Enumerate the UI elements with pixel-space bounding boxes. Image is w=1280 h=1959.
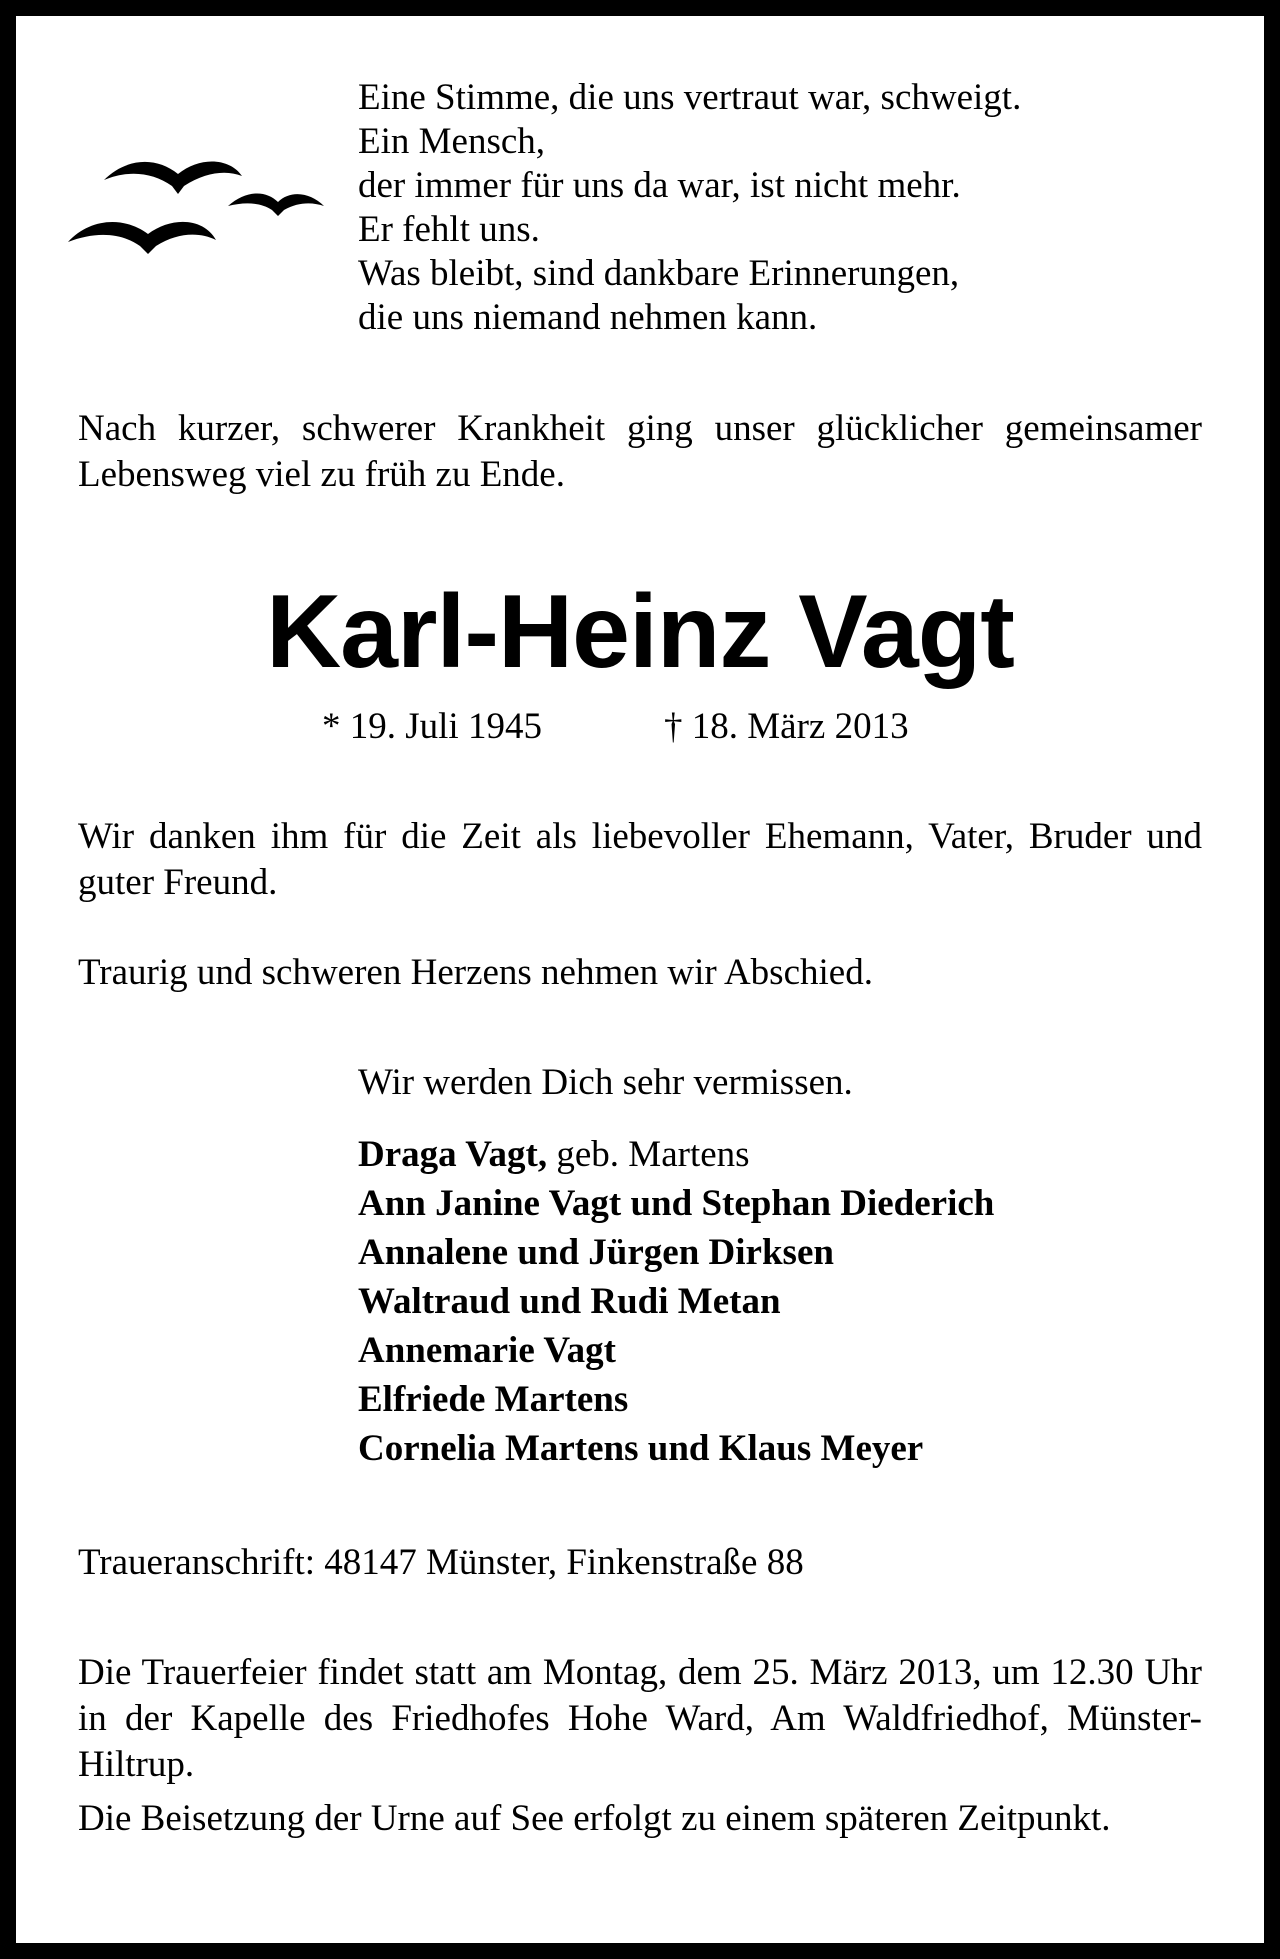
signer-name: Cornelia Martens und Klaus Meyer bbox=[358, 1428, 924, 1469]
bird-bottom-left bbox=[68, 222, 216, 254]
signer bbox=[358, 1326, 1218, 1375]
signer bbox=[358, 1130, 1218, 1179]
funeral-service-info: Die Trauerfeier findet statt am Montag, dem 25. März 2013, um 12.30 Uhr in der Kapelle des Friedhofes Hohe Ward, Am Waldfriedhof, Münster-Hiltrup. bbox=[78, 1652, 1202, 1785]
intro-paragraph: Nach kurzer, schwerer Krankheit ging unser glücklicher gemeinsamer Lebensweg viel zu früh zu Ende. bbox=[78, 408, 1202, 495]
signer-name: Elfriede Martens bbox=[358, 1379, 629, 1420]
signer bbox=[358, 1277, 1218, 1326]
signer-name: Draga Vagt, bbox=[358, 1134, 548, 1175]
signer-name: Annalene und Jürgen Dirksen bbox=[358, 1232, 834, 1273]
signer-name: Ann Janine Vagt und Stephan Diederich bbox=[358, 1183, 995, 1224]
signer bbox=[358, 1375, 1218, 1424]
deceased-name: Karl-Heinz Vagt bbox=[266, 574, 1014, 690]
poem-line: Er fehlt uns. bbox=[358, 209, 540, 250]
poem-line: Ein Mensch, bbox=[358, 121, 546, 162]
signer-note: geb. Martens bbox=[547, 1134, 750, 1175]
signer bbox=[358, 1179, 1218, 1228]
flying-birds-icon bbox=[66, 150, 336, 260]
mourning-address: Traueranschrift: 48147 Münster, Finkenstraße 88 bbox=[78, 1542, 804, 1583]
signer bbox=[358, 1228, 1218, 1277]
miss-line: Wir werden Dich sehr vermissen. bbox=[358, 1062, 853, 1103]
poem-line: die uns niemand nehmen kann. bbox=[358, 297, 818, 338]
signer bbox=[358, 1424, 1218, 1473]
signers-list bbox=[358, 1130, 1218, 1473]
signer-name: Annemarie Vagt bbox=[358, 1330, 616, 1371]
poem-line: Eine Stimme, die uns vertraut war, schweigt. bbox=[358, 77, 1022, 118]
bird-top-left bbox=[104, 161, 242, 194]
poem-line: der immer für uns da war, ist nicht mehr. bbox=[358, 165, 961, 206]
birth-date: * 19. Juli 1945 bbox=[322, 706, 542, 747]
poem bbox=[358, 76, 1218, 340]
bird-right bbox=[228, 193, 324, 216]
thanks-paragraph: Wir danken ihm für die Zeit als liebevoller Ehemann, Vater, Bruder und guter Freund. bbox=[78, 816, 1202, 903]
farewell-paragraph: Traurig und schweren Herzens nehmen wir Abschied. bbox=[78, 952, 873, 993]
death-date: † 18. März 2013 bbox=[664, 706, 909, 747]
burial-info: Die Beisetzung der Urne auf See erfolgt zu einem späteren Zeitpunkt. bbox=[78, 1798, 1111, 1839]
poem-line: Was bleibt, sind dankbare Erinnerungen, bbox=[358, 253, 960, 294]
signer-name: Waltraud und Rudi Metan bbox=[358, 1281, 781, 1322]
